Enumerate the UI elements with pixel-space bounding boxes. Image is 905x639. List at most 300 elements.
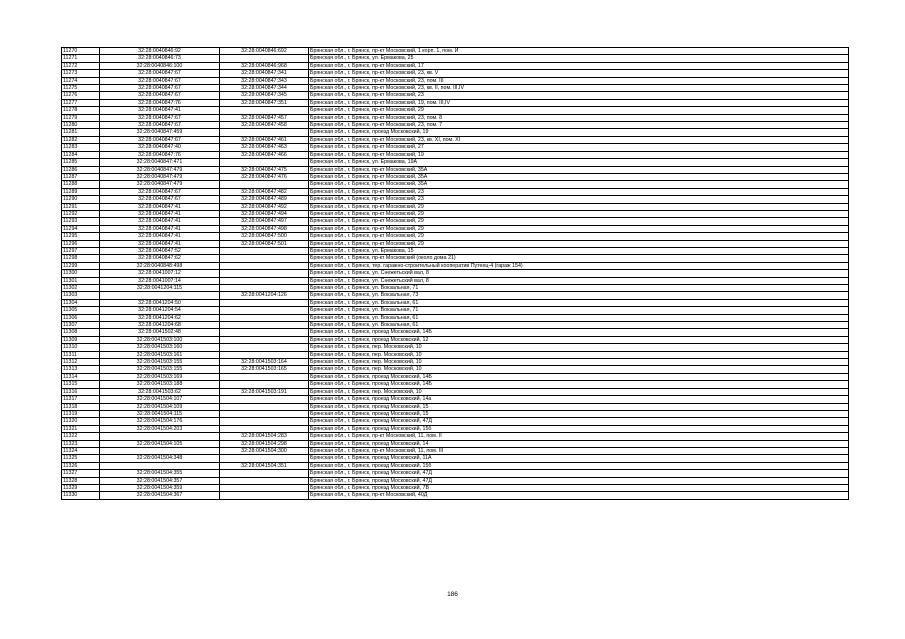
cadastral-number-cell: 32:28:0040848:498 (100, 262, 220, 269)
parent-cadastral-number-cell: 32:28:0040847:497 (220, 218, 309, 225)
cadastral-number-cell: 32:28:0041504:359 (100, 484, 220, 491)
cadastral-number-cell: 32:28:0040847:41 (100, 210, 220, 217)
row-number-cell: 11289 (62, 188, 100, 195)
address-cell: Брянская обл., г. Брянск, пр-кт Московский, 29 (309, 107, 849, 114)
cadastral-number-cell: 32:28:0040847:41 (100, 218, 220, 225)
parent-cadastral-number-cell: 32:28:0040847:492 (220, 203, 309, 210)
table-row (62, 277, 849, 284)
row-number-cell: 11271 (62, 55, 100, 62)
row-number-cell: 11309 (62, 336, 100, 343)
address-cell: Брянская обл., г. Брянск, пер. Московский, 10 (309, 351, 849, 358)
row-number-cell: 11299 (62, 262, 100, 269)
address-cell: Брянская обл., г. Брянск, пер. Московский, 10 (309, 366, 849, 373)
row-number-cell: 11273 (62, 70, 100, 77)
registry-table-body (62, 48, 849, 500)
table-row (62, 181, 849, 188)
table-row (62, 351, 849, 358)
row-number-cell: 11315 (62, 381, 100, 388)
address-cell: Брянская обл., г. Брянск, пр-кт Московский (около дома 21) (309, 255, 849, 262)
address-cell: Брянская обл., г. Брянск, проезд Московский, 15 (309, 410, 849, 417)
parent-cadastral-number-cell (220, 329, 309, 336)
parent-cadastral-number-cell: 32:28:0040847:351 (220, 99, 309, 106)
address-cell: Брянская обл., г. Брянск, пер. Московский, 10 (309, 359, 849, 366)
row-number-cell: 11327 (62, 470, 100, 477)
table-row (62, 240, 849, 247)
row-number-cell: 11296 (62, 240, 100, 247)
row-number-cell: 11306 (62, 314, 100, 321)
cadastral-number-cell: 32:28:0040847:41 (100, 203, 220, 210)
table-row (62, 388, 849, 395)
row-number-cell: 11280 (62, 122, 100, 129)
table-row (62, 470, 849, 477)
parent-cadastral-number-cell: 32:28:0041204:126 (220, 292, 309, 299)
parent-cadastral-number-cell (220, 307, 309, 314)
parent-cadastral-number-cell (220, 477, 309, 484)
parent-cadastral-number-cell: 32:28:0040847:458 (220, 122, 309, 129)
cadastral-number-cell: 32:28:0041503:160 (100, 344, 220, 351)
cadastral-number-cell: 32:28:0040847:76 (100, 99, 220, 106)
row-number-cell: 11322 (62, 433, 100, 440)
address-cell: Брянская обл., г. Брянск, пр-кт Московский, 11, пом. III (309, 447, 849, 454)
row-number-cell: 11276 (62, 92, 100, 99)
address-cell: Брянская обл., г. Брянск, проезд Московский, 14Б (309, 329, 849, 336)
parent-cadastral-number-cell (220, 181, 309, 188)
table-row (62, 166, 849, 173)
row-number-cell: 11275 (62, 85, 100, 92)
cadastral-number-cell: 32:28:0041504:357 (100, 477, 220, 484)
address-cell: Брянская обл., г. Брянск, пр-кт Московский, 23, пом. III (309, 77, 849, 84)
table-row (62, 410, 849, 417)
parent-cadastral-number-cell: 32:28:0040847:500 (220, 233, 309, 240)
parent-cadastral-number-cell: 32:28:0040847:476 (220, 173, 309, 180)
row-number-cell: 11285 (62, 159, 100, 166)
address-cell: Брянская обл., г. Брянск, проезд Московский, 47Д (309, 477, 849, 484)
table-row (62, 307, 849, 314)
table-row (62, 247, 849, 254)
parent-cadastral-number-cell: 32:28:0040847:489 (220, 196, 309, 203)
parent-cadastral-number-cell: 32:28:0040847:501 (220, 240, 309, 247)
cadastral-number-cell: 32:28:0040847:62 (100, 255, 220, 262)
cadastral-number-cell: 32:28:0041504:355 (100, 470, 220, 477)
address-cell: Брянская обл., г. Брянск, проезд Московский, 7В (309, 484, 849, 491)
row-number-cell: 11326 (62, 462, 100, 469)
row-number-cell: 11282 (62, 136, 100, 143)
address-cell: Брянская обл., г. Брянск, пр-кт Московский, 23, кв. V (309, 70, 849, 77)
cadastral-number-cell: 32:28:0040847:67 (100, 85, 220, 92)
table-row (62, 322, 849, 329)
parent-cadastral-number-cell: 32:28:0041504:300 (220, 447, 309, 454)
address-cell: Брянская обл., г. Брянск, пр-кт Московский, 35А (309, 173, 849, 180)
cadastral-number-cell: 32:28:0040847:459 (100, 129, 220, 136)
address-cell: Брянская обл., г. Брянск, пр-кт Московский, 23, пом. 7 (309, 122, 849, 129)
address-cell: Брянская обл., г. Брянск, пр-кт Московский, 23, пом. 8 (309, 114, 849, 121)
cadastral-number-cell: 32:28:0041504:367 (100, 492, 220, 499)
address-cell: Брянская обл., г. Брянск, пр-кт Московский, 35А (309, 181, 849, 188)
parent-cadastral-number-cell (220, 262, 309, 269)
table-row (62, 403, 849, 410)
row-number-cell: 11287 (62, 173, 100, 180)
table-row (62, 477, 849, 484)
row-number-cell: 11320 (62, 418, 100, 425)
parent-cadastral-number-cell: 32:28:0040847:457 (220, 114, 309, 121)
parent-cadastral-number-cell (220, 277, 309, 284)
parent-cadastral-number-cell (220, 351, 309, 358)
table-row (62, 396, 849, 403)
table-row (62, 455, 849, 462)
cadastral-number-cell: 32:28:0040847:67 (100, 114, 220, 121)
cadastral-number-cell: 32:28:0040847:471 (100, 159, 220, 166)
parent-cadastral-number-cell (220, 314, 309, 321)
table-row (62, 262, 849, 269)
table-row (62, 418, 849, 425)
address-cell: Брянская обл., г. Брянск, ул. Снежетьский вал, 8 (309, 277, 849, 284)
parent-cadastral-number-cell (220, 129, 309, 136)
cadastral-number-cell (100, 447, 220, 454)
table-row (62, 425, 849, 432)
cadastral-number-cell: 32:28:0041204:115 (100, 285, 220, 292)
parent-cadastral-number-cell (220, 322, 309, 329)
row-number-cell: 11279 (62, 114, 100, 121)
cadastral-number-cell: 32:28:0041204:54 (100, 307, 220, 314)
cadastral-number-cell: 32:28:0040846:92 (100, 48, 220, 55)
address-cell: Брянская обл., г. Брянск, пр-кт Московский, 23 (309, 188, 849, 195)
parent-cadastral-number-cell (220, 107, 309, 114)
row-number-cell: 11316 (62, 388, 100, 395)
table-row (62, 329, 849, 336)
parent-cadastral-number-cell (220, 344, 309, 351)
parent-cadastral-number-cell (220, 159, 309, 166)
table-row (62, 203, 849, 210)
parent-cadastral-number-cell: 32:28:0041503:191 (220, 388, 309, 395)
table-row (62, 159, 849, 166)
row-number-cell: 11329 (62, 484, 100, 491)
cadastral-number-cell: 32:28:0041204:50 (100, 299, 220, 306)
address-cell: Брянская обл., г. Брянск, пр-кт Московский, 11, пом. II (309, 433, 849, 440)
row-number-cell: 11330 (62, 492, 100, 499)
parent-cadastral-number-cell (220, 336, 309, 343)
row-number-cell: 11298 (62, 255, 100, 262)
parent-cadastral-number-cell (220, 396, 309, 403)
table-row (62, 55, 849, 62)
parent-cadastral-number-cell: 32:28:0041503:165 (220, 366, 309, 373)
parent-cadastral-number-cell (220, 484, 309, 491)
row-number-cell: 11292 (62, 210, 100, 217)
row-number-cell: 11295 (62, 233, 100, 240)
row-number-cell: 11328 (62, 477, 100, 484)
table-row (62, 462, 849, 469)
address-cell: Брянская обл., г. Брянск, проезд Московский, 14а (309, 396, 849, 403)
address-cell: Брянская обл., г. Брянск, пр-кт Московский, 29 (309, 210, 849, 217)
cadastral-number-cell: 32:28:0040847:479 (100, 181, 220, 188)
parent-cadastral-number-cell (220, 425, 309, 432)
row-number-cell: 11278 (62, 107, 100, 114)
parent-cadastral-number-cell (220, 299, 309, 306)
address-cell: Брянская обл., г. Брянск, проезд Московский, 12 (309, 336, 849, 343)
table-row (62, 122, 849, 129)
row-number-cell: 11323 (62, 440, 100, 447)
row-number-cell: 11324 (62, 447, 100, 454)
table-row (62, 196, 849, 203)
cadastral-number-cell: 32:28:0040847:41 (100, 225, 220, 232)
row-number-cell: 11274 (62, 77, 100, 84)
parent-cadastral-number-cell: 32:28:0040847:494 (220, 210, 309, 217)
cadastral-number-cell: 32:28:0041503:62 (100, 388, 220, 395)
cadastral-number-cell: 32:28:0040846:100 (100, 62, 220, 69)
cadastral-number-cell: 32:28:0040847:40 (100, 144, 220, 151)
address-cell: Брянская обл., г. Брянск, проезд Московский, 47Д (309, 418, 849, 425)
cadastral-number-cell: 32:28:0040847:67 (100, 92, 220, 99)
table-row (62, 188, 849, 195)
parent-cadastral-number-cell (220, 285, 309, 292)
address-cell: Брянская обл., г. Брянск, пр-кт Московский, 19 (309, 151, 849, 158)
parent-cadastral-number-cell (220, 255, 309, 262)
parent-cadastral-number-cell: 32:28:0040846:692 (220, 48, 309, 55)
table-row (62, 114, 849, 121)
parent-cadastral-number-cell: 32:28:0040847:475 (220, 166, 309, 173)
address-cell: Брянская обл., г. Брянск, ул. Снежетьский вал, 8 (309, 270, 849, 277)
row-number-cell: 11314 (62, 373, 100, 380)
row-number-cell: 11291 (62, 203, 100, 210)
parent-cadastral-number-cell: 32:28:0040847:482 (220, 188, 309, 195)
cadastral-number-cell: 32:28:0040847:67 (100, 196, 220, 203)
table-row (62, 173, 849, 180)
table-row (62, 270, 849, 277)
parent-cadastral-number-cell (220, 410, 309, 417)
cadastral-number-cell (100, 462, 220, 469)
table-row (62, 255, 849, 262)
row-number-cell: 11290 (62, 196, 100, 203)
row-number-cell: 11317 (62, 396, 100, 403)
table-row (62, 336, 849, 343)
registry-table (61, 47, 849, 500)
table-row (62, 92, 849, 99)
row-number-cell: 11283 (62, 144, 100, 151)
address-cell: Брянская обл., г. Брянск, проезд Московский, 47Д (309, 470, 849, 477)
cadastral-number-cell: 32:28:0040847:76 (100, 151, 220, 158)
table-row (62, 99, 849, 106)
row-number-cell: 11277 (62, 99, 100, 106)
cadastral-number-cell: 32:28:0041503:155 (100, 359, 220, 366)
cadastral-number-cell: 32:28:0040847:479 (100, 166, 220, 173)
address-cell: Брянская обл., г. Брянск, проезд Московский, 15б (309, 425, 849, 432)
address-cell: Брянская обл., г. Брянск, ул. Вокзальная, 73 (309, 292, 849, 299)
cadastral-number-cell: 32:28:0040847:67 (100, 77, 220, 84)
address-cell: Брянская обл., г. Брянск, ул. Ермакова, 15 (309, 247, 849, 254)
parent-cadastral-number-cell (220, 403, 309, 410)
table-row (62, 299, 849, 306)
parent-cadastral-number-cell: 32:28:0041504:351 (220, 462, 309, 469)
table-row (62, 292, 849, 299)
cadastral-number-cell: 32:28:0041504:105 (100, 440, 220, 447)
table-row (62, 225, 849, 232)
cadastral-number-cell: 32:28:0041204:62 (100, 314, 220, 321)
row-number-cell: 11310 (62, 344, 100, 351)
address-cell: Брянская обл., г. Брянск, пр-кт Московский, 29 (309, 218, 849, 225)
row-number-cell: 11313 (62, 366, 100, 373)
address-cell: Брянская обл., г. Брянск, пр-кт Московский, 40Д (309, 492, 849, 499)
cadastral-number-cell: 32:28:0040847:479 (100, 173, 220, 180)
address-cell: Брянская обл., г. Брянск, проезд Московский, 14Б (309, 381, 849, 388)
row-number-cell: 11288 (62, 181, 100, 188)
row-number-cell: 11301 (62, 277, 100, 284)
table-row (62, 233, 849, 240)
parent-cadastral-number-cell (220, 373, 309, 380)
parent-cadastral-number-cell (220, 455, 309, 462)
table-row (62, 344, 849, 351)
address-cell: Брянская обл., г. Брянск, проезд Московский, 14Б (309, 373, 849, 380)
cadastral-number-cell: 32:28:0040846:73 (100, 55, 220, 62)
cadastral-number-cell: 32:28:0041502:48 (100, 329, 220, 336)
address-cell: Брянская обл., г. Брянск, пр-кт Московский, 19, пом. III,IV (309, 99, 849, 106)
page-number: 186 (447, 591, 458, 598)
cadastral-number-cell: 32:28:0040847:41 (100, 107, 220, 114)
table-row (62, 314, 849, 321)
table-row (62, 218, 849, 225)
row-number-cell: 11302 (62, 285, 100, 292)
table-row (62, 144, 849, 151)
row-number-cell: 11321 (62, 425, 100, 432)
address-cell: Брянская обл., г. Брянск, ул. Вокзальная, 61 (309, 322, 849, 329)
cadastral-number-cell: 32:28:0040847:67 (100, 70, 220, 77)
parent-cadastral-number-cell (220, 470, 309, 477)
table-row (62, 492, 849, 499)
cadastral-number-cell: 32:28:0041504:348 (100, 455, 220, 462)
row-number-cell: 11303 (62, 292, 100, 299)
cadastral-number-cell: 32:28:0040847:67 (100, 188, 220, 195)
address-cell: Брянская обл., г. Брянск, ул. Вокзальная, 61 (309, 314, 849, 321)
parent-cadastral-number-cell (220, 247, 309, 254)
parent-cadastral-number-cell: 32:28:0041503:164 (220, 359, 309, 366)
cadastral-number-cell: 32:28:0041504:107 (100, 396, 220, 403)
cadastral-number-cell: 32:28:0041504:176 (100, 418, 220, 425)
cadastral-number-cell: 32:28:0041504:109 (100, 403, 220, 410)
row-number-cell: 11319 (62, 410, 100, 417)
address-cell: Брянская обл., г. Брянск, ул. Ермакова, 25 (309, 55, 849, 62)
address-cell: Брянская обл., г. Брянск, пр-кт Московский, 23, кв. II, пом. III,IV (309, 85, 849, 92)
table-row (62, 107, 849, 114)
address-cell: Брянская обл., г. Брянск, ул. Ермакова, 19А (309, 159, 849, 166)
row-number-cell: 11284 (62, 151, 100, 158)
cadastral-number-cell: 32:28:0041503:169 (100, 373, 220, 380)
cadastral-number-cell: 32:28:0041504:203 (100, 425, 220, 432)
row-number-cell: 11270 (62, 48, 100, 55)
address-cell: Брянская обл., г. Брянск, пр-кт Московский, 35А (309, 166, 849, 173)
table-row (62, 77, 849, 84)
address-cell: Брянская обл., г. Брянск, пр-кт Московский, 1 корп. 1, пом. И (309, 48, 849, 55)
row-number-cell: 11272 (62, 62, 100, 69)
address-cell: Брянская обл., г. Брянск, пер. Московский, 10 (309, 388, 849, 395)
table-row (62, 136, 849, 143)
address-cell: Брянская обл., г. Брянск, пер. Московский, 10 (309, 344, 849, 351)
cadastral-number-cell: 32:28:0041204:68 (100, 322, 220, 329)
parent-cadastral-number-cell: 32:28:0040847:498 (220, 225, 309, 232)
parent-cadastral-number-cell: 32:28:0040846:968 (220, 62, 309, 69)
row-number-cell: 11304 (62, 299, 100, 306)
address-cell: Брянская обл., г. Брянск, пр-кт Московский, 23 (309, 196, 849, 203)
cadastral-number-cell (100, 292, 220, 299)
row-number-cell: 11318 (62, 403, 100, 410)
table-row (62, 210, 849, 217)
cadastral-number-cell: 32:28:0040847:67 (100, 136, 220, 143)
table-row (62, 447, 849, 454)
table-row (62, 129, 849, 136)
cadastral-number-cell: 32:28:0041503:188 (100, 381, 220, 388)
cadastral-number-cell: 32:28:0040847:41 (100, 240, 220, 247)
row-number-cell: 11307 (62, 322, 100, 329)
cadastral-number-cell: 32:28:0041007:12 (100, 270, 220, 277)
parent-cadastral-number-cell (220, 55, 309, 62)
table-row (62, 359, 849, 366)
table-row (62, 373, 849, 380)
table-row (62, 433, 849, 440)
table-row (62, 70, 849, 77)
row-number-cell: 11311 (62, 351, 100, 358)
cadastral-number-cell: 32:28:0041503:161 (100, 351, 220, 358)
address-cell: Брянская обл., г. Брянск, проезд Московский, 11А (309, 455, 849, 462)
row-number-cell: 11300 (62, 270, 100, 277)
table-row (62, 366, 849, 373)
cadastral-number-cell: 32:28:0041503:100 (100, 336, 220, 343)
cadastral-number-cell: 32:28:0041007:14 (100, 277, 220, 284)
row-number-cell: 11281 (62, 129, 100, 136)
table-row (62, 381, 849, 388)
address-cell: Брянская обл., г. Брянск, пр-кт Московский, 27 (309, 144, 849, 151)
parent-cadastral-number-cell: 32:28:0040847:341 (220, 70, 309, 77)
address-cell: Брянская обл., г. Брянск, ул. Вокзальная, 71 (309, 307, 849, 314)
parent-cadastral-number-cell: 32:28:0040847:461 (220, 136, 309, 143)
row-number-cell: 11308 (62, 329, 100, 336)
cadastral-number-cell: 32:28:0041504:115 (100, 410, 220, 417)
address-cell: Брянская обл., г. Брянск, пр-кт Московский, 29 (309, 240, 849, 247)
table-row (62, 62, 849, 69)
row-number-cell: 11325 (62, 455, 100, 462)
parent-cadastral-number-cell: 32:28:0040847:343 (220, 77, 309, 84)
address-cell: Брянская обл., г. Брянск, проезд Московский, 19 (309, 129, 849, 136)
cadastral-number-cell: 32:28:0040847:52 (100, 247, 220, 254)
cadastral-number-cell: 32:28:0040847:41 (100, 233, 220, 240)
cadastral-number-cell: 32:28:0040847:67 (100, 122, 220, 129)
address-cell: Брянская обл., г. Брянск, проезд Московский, 15 (309, 403, 849, 410)
table-row (62, 151, 849, 158)
address-cell: Брянская обл., г. Брянск, тер. гаражно-строительный кооператив Путеец-4 (гараж 154) (309, 262, 849, 269)
parent-cadastral-number-cell: 32:28:0040847:344 (220, 85, 309, 92)
cadastral-number-cell: 32:28:0041503:155 (100, 366, 220, 373)
parent-cadastral-number-cell: 32:28:0040847:345 (220, 92, 309, 99)
parent-cadastral-number-cell (220, 418, 309, 425)
parent-cadastral-number-cell: 32:28:0040847:466 (220, 151, 309, 158)
address-cell: Брянская обл., г. Брянск, пр-кт Московский, 23 (309, 92, 849, 99)
row-number-cell: 11286 (62, 166, 100, 173)
address-cell: Брянская обл., г. Брянск, пр-кт Московский, 17 (309, 62, 849, 69)
table-row (62, 440, 849, 447)
address-cell: Брянская обл., г. Брянск, пр-кт Московский, 29 (309, 225, 849, 232)
row-number-cell: 11297 (62, 247, 100, 254)
row-number-cell: 11312 (62, 359, 100, 366)
address-cell: Брянская обл., г. Брянск, проезд Московский, 15б (309, 462, 849, 469)
address-cell: Брянская обл., г. Брянск, ул. Вокзальная, 71 (309, 285, 849, 292)
parent-cadastral-number-cell (220, 492, 309, 499)
address-cell: Брянская обл., г. Брянск, пр-кт Московский, 29 (309, 233, 849, 240)
parent-cadastral-number-cell: 32:28:0040847:463 (220, 144, 309, 151)
parent-cadastral-number-cell: 32:28:0041504:283 (220, 433, 309, 440)
address-cell: Брянская обл., г. Брянск, ул. Вокзальная, 61 (309, 299, 849, 306)
row-number-cell: 11305 (62, 307, 100, 314)
table-row (62, 285, 849, 292)
address-cell: Брянская обл., г. Брянск, пр-кт Московский, 23, кв. XI, пом. XI (309, 136, 849, 143)
table-row (62, 48, 849, 55)
address-cell: Брянская обл., г. Брянск, пр-кт Московский, 29 (309, 203, 849, 210)
table-row (62, 484, 849, 491)
